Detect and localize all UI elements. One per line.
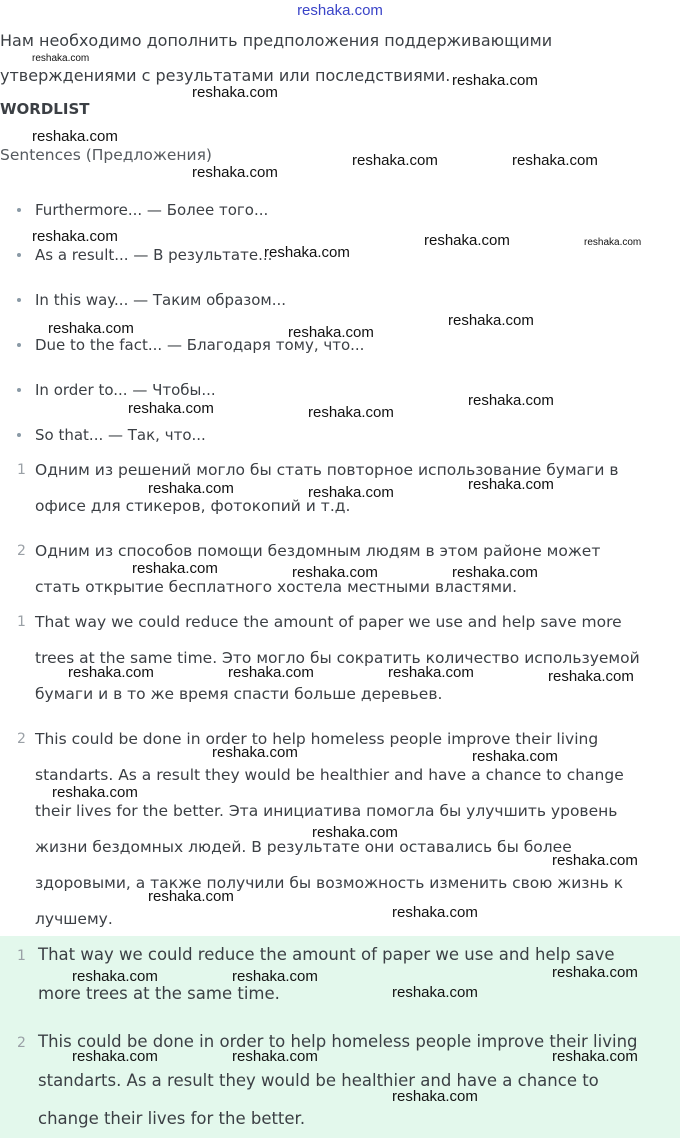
task-number: 2 bbox=[17, 543, 26, 559]
watermark: reshaka.com bbox=[468, 392, 554, 409]
watermark: reshaka.com bbox=[552, 852, 638, 869]
watermark: reshaka.com bbox=[212, 744, 298, 761]
watermark: reshaka.com bbox=[352, 152, 438, 169]
watermark: reshaka.com bbox=[548, 668, 634, 685]
task-text-line: Одним из способов помощи бездомным людям в этом районе может bbox=[35, 542, 601, 560]
wordlist-item: In this way... — Таким образом... bbox=[35, 291, 286, 309]
watermark: reshaka.com bbox=[32, 228, 118, 245]
watermark: reshaka.com bbox=[132, 560, 218, 577]
watermark: reshaka.com bbox=[48, 320, 134, 337]
watermark: reshaka.com bbox=[584, 237, 642, 248]
watermark: reshaka.com bbox=[308, 484, 394, 501]
wordlist-item: So that... — Так, что... bbox=[35, 426, 206, 444]
watermark: reshaka.com bbox=[72, 1048, 158, 1065]
watermark: reshaka.com bbox=[32, 53, 90, 64]
watermark: reshaka.com bbox=[552, 964, 638, 981]
bullet-icon bbox=[17, 298, 21, 302]
watermark: reshaka.com bbox=[232, 1048, 318, 1065]
watermark: reshaka.com bbox=[392, 904, 478, 921]
watermark: reshaka.com bbox=[452, 564, 538, 581]
watermark: reshaka.com bbox=[292, 564, 378, 581]
intro-text-line-1: Нам необходимо дополнить предположения поддерживающими bbox=[0, 31, 553, 50]
bullet-icon bbox=[17, 208, 21, 212]
answer-number: 1 bbox=[17, 614, 26, 630]
watermark: reshaka.com bbox=[308, 404, 394, 421]
wordlist-heading: WORDLIST bbox=[0, 100, 90, 118]
watermark: reshaka.com bbox=[424, 232, 510, 249]
watermark: reshaka.com bbox=[148, 888, 234, 905]
watermark: reshaka.com bbox=[228, 664, 314, 681]
watermark: reshaka.com bbox=[264, 244, 350, 261]
watermark: reshaka.com bbox=[128, 400, 214, 417]
bullet-icon bbox=[17, 433, 21, 437]
highlight-text-line: change their lives for the better. bbox=[38, 1109, 306, 1128]
answer-text-line: their lives for the better. Эта инициатива помогла бы улучшить уровень bbox=[35, 802, 618, 820]
task-text-line: стать открытие бесплатного хостела местными властями. bbox=[35, 578, 518, 596]
watermark: reshaka.com bbox=[312, 824, 398, 841]
site-header-link[interactable]: reshaka.com bbox=[297, 2, 383, 19]
highlight-number: 2 bbox=[17, 1035, 26, 1051]
highlight-text-line: standarts. As a result they would be healthier and have a chance to bbox=[38, 1071, 599, 1090]
wordlist-item: Due to the fact... — Благодаря тому, что... bbox=[35, 336, 364, 354]
highlight-text-line: That way we could reduce the amount of paper we use and help save bbox=[38, 945, 615, 964]
bullet-icon bbox=[17, 343, 21, 347]
watermark: reshaka.com bbox=[468, 476, 554, 493]
answer-text-line: жизни бездомных людей. В результате они оставались бы более bbox=[35, 838, 572, 856]
watermark: reshaka.com bbox=[192, 84, 278, 101]
watermark: reshaka.com bbox=[192, 164, 278, 181]
answer-text-line: That way we could reduce the amount of paper we use and help save more bbox=[35, 613, 622, 631]
task-text-line: Одним из решений могло бы стать повторное использование бумаги в bbox=[35, 461, 619, 479]
watermark: reshaka.com bbox=[452, 72, 538, 89]
wordlist-item: In order to... — Чтобы... bbox=[35, 381, 216, 399]
watermark: reshaka.com bbox=[552, 1048, 638, 1065]
watermark: reshaka.com bbox=[512, 152, 598, 169]
watermark: reshaka.com bbox=[148, 480, 234, 497]
wordlist-subtitle: Sentences (Предложения) bbox=[0, 146, 212, 164]
watermark: reshaka.com bbox=[392, 1088, 478, 1105]
watermark: reshaka.com bbox=[472, 748, 558, 765]
highlight-text-line: This could be done in order to help homeless people improve their living bbox=[38, 1032, 638, 1051]
task-number: 1 bbox=[17, 462, 26, 478]
watermark: reshaka.com bbox=[392, 984, 478, 1001]
watermark: reshaka.com bbox=[52, 784, 138, 801]
answer-text-line: здоровыми, а также получили бы возможность изменить свою жизнь к bbox=[35, 874, 624, 892]
watermark: reshaka.com bbox=[388, 664, 474, 681]
answer-text-line: бумаги и в то же время спасти больше деревьев. bbox=[35, 685, 443, 703]
intro-text-line-2: утверждениями с результатами или последствиями. bbox=[0, 66, 451, 85]
task-text-line: офисе для стикеров, фотокопий и т.д. bbox=[35, 497, 351, 515]
watermark: reshaka.com bbox=[32, 128, 118, 145]
watermark: reshaka.com bbox=[72, 968, 158, 985]
highlight-number: 1 bbox=[17, 948, 26, 964]
bullet-icon bbox=[17, 253, 21, 257]
watermark: reshaka.com bbox=[448, 312, 534, 329]
answer-text-line: standarts. As a result they would be healthier and have a chance to change bbox=[35, 766, 624, 784]
bullet-icon bbox=[17, 388, 21, 392]
watermark: reshaka.com bbox=[288, 324, 374, 341]
answer-number: 2 bbox=[17, 731, 26, 747]
answer-text-line: trees at the same time. Это могло бы сократить количество используемой bbox=[35, 649, 640, 667]
watermark: reshaka.com bbox=[232, 968, 318, 985]
highlight-text-line: more trees at the same time. bbox=[38, 984, 280, 1003]
wordlist-item: As a result... — В результате... bbox=[35, 246, 272, 264]
answer-text-line: лучшему. bbox=[35, 910, 113, 928]
watermark: reshaka.com bbox=[68, 664, 154, 681]
wordlist-item: Furthermore... — Более того... bbox=[35, 201, 268, 219]
answer-text-line: This could be done in order to help homeless people improve their living bbox=[35, 730, 599, 748]
